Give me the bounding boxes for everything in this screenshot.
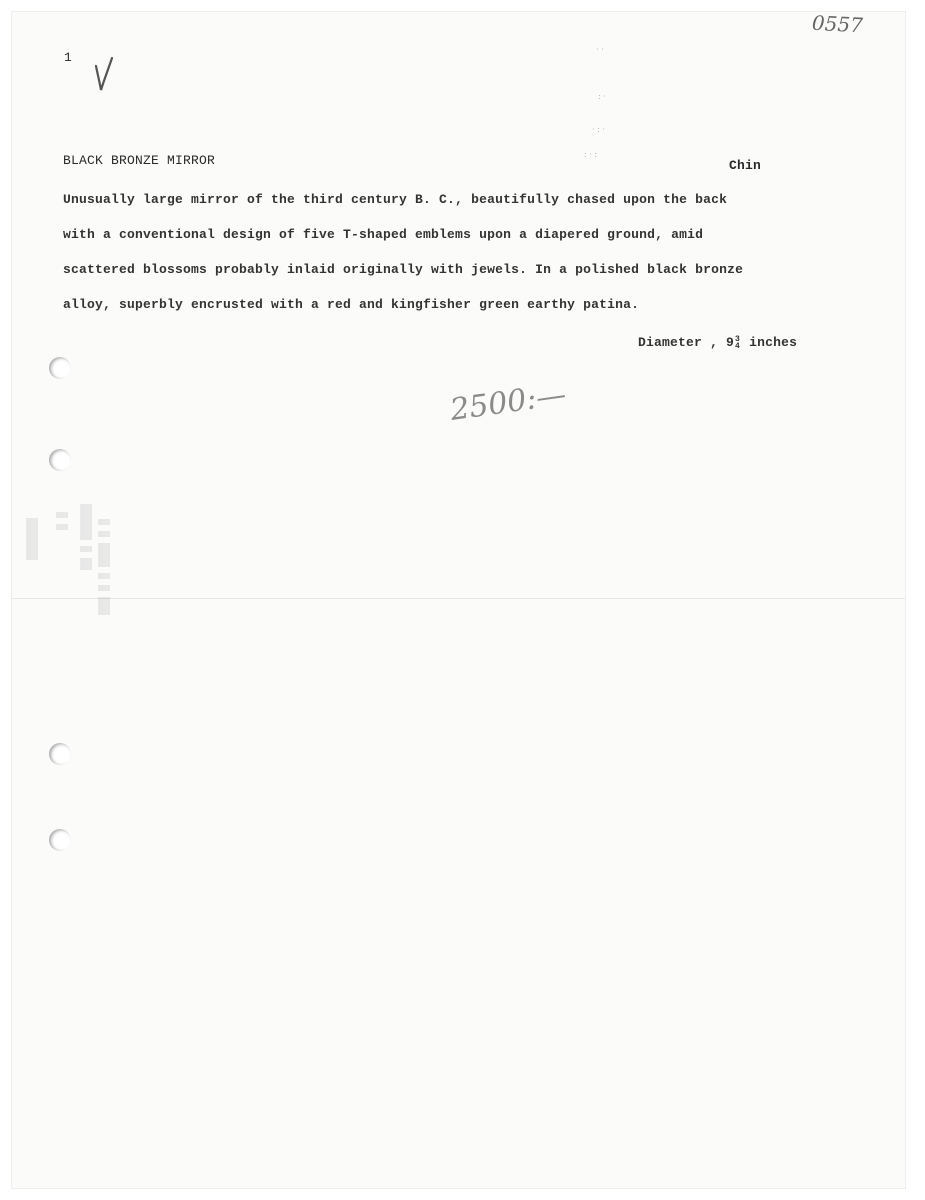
speck: · : · (592, 125, 605, 134)
punch-hole (49, 829, 71, 851)
bleed-through-mark: ▒▒ ▒ ▒▒▒▒▒▒ (82, 503, 93, 570)
dimension-whole: 9 (726, 335, 735, 350)
handwritten-price: 2500:— (448, 377, 569, 428)
description-line: scattered blossoms probably inlaid originally with jewels. In a polished black bronze (63, 262, 744, 277)
fold-line (12, 598, 905, 599)
dimension (638, 335, 797, 350)
bleed-through-mark: ▒▒▒ ▒ ▒ ▒▒▒▒ ▒ ▒ (100, 518, 111, 615)
description-line: Unusually large mirror of the third century B. C., beautifully chased upon the back (63, 192, 728, 207)
page-title: BLACK BRONZE MIRROR (63, 153, 216, 168)
dimension-unit: inches (749, 335, 798, 350)
catalog-number: 0557 (811, 10, 864, 38)
description-line: alloy, superbly encrusted with a red and kingfisher green earthy patina. (63, 297, 640, 312)
dimension-label: Diameter , (638, 335, 719, 350)
dimension-fraction (735, 336, 740, 350)
speck: : · (598, 92, 606, 101)
punch-hole (49, 743, 71, 765)
fraction-numerator: 3 (735, 334, 741, 344)
speck: : · : (584, 150, 598, 159)
description-line: with a conventional design of five T-shaped emblems upon a diapered ground, amid (63, 227, 704, 242)
origin-label: Chin (729, 158, 762, 173)
punch-hole (49, 357, 71, 379)
bleed-through-mark: ▒ ▒ (58, 511, 69, 530)
speck: · · (596, 45, 604, 54)
page-number: 1 (64, 50, 73, 65)
bleed-through-mark: ▒▒▒▒▒▒▒ (28, 517, 39, 560)
fraction-denominator: 4 (735, 341, 741, 351)
document-page (12, 12, 905, 1188)
punch-hole (49, 449, 71, 471)
check-mark-icon (90, 50, 120, 100)
